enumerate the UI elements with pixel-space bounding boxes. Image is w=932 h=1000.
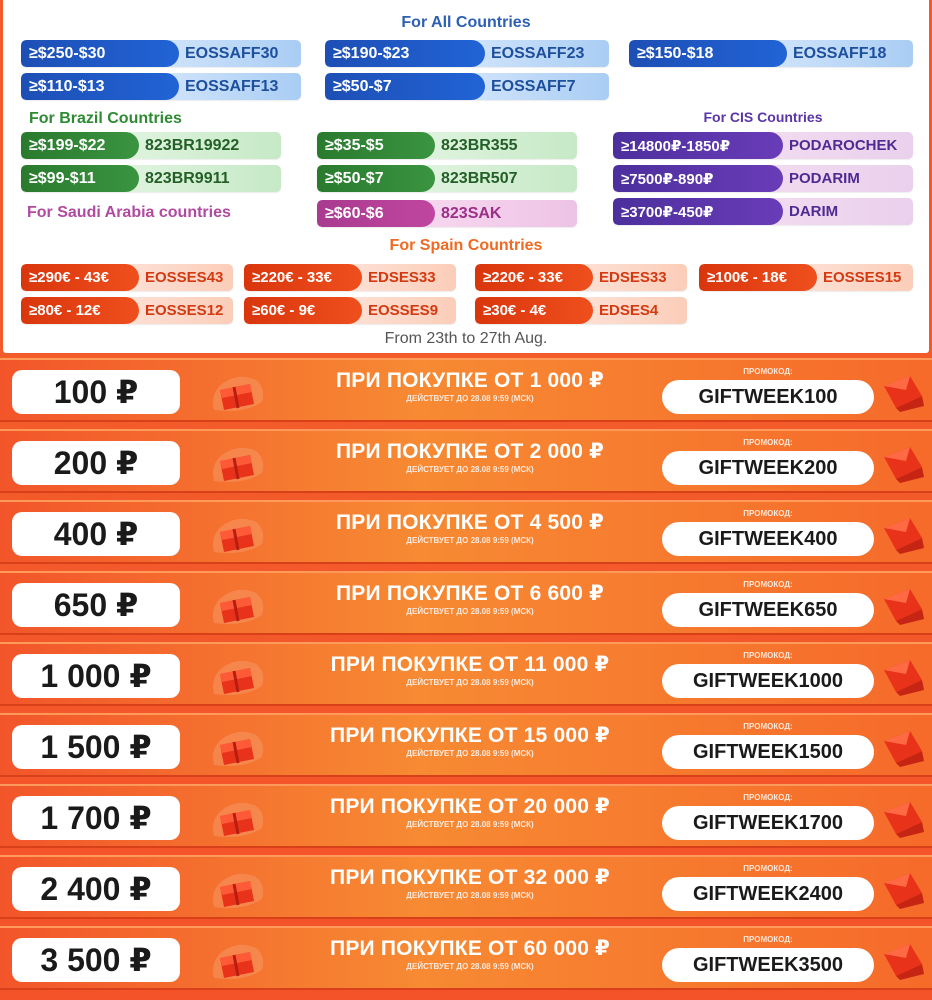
promo-label: ПРОМОКОД: — [743, 580, 793, 589]
gift-box-icon — [204, 441, 274, 487]
coupon-amount: ≥220€ - 33€ — [475, 264, 593, 291]
coupon-codes-card — [0, 0, 932, 356]
coupon-brazil-1[interactable] — [21, 132, 281, 159]
coupon-code: EOSSAFF23 — [473, 40, 609, 67]
coupon-spain-7[interactable] — [475, 297, 687, 324]
valid-until-text: ДЕЙСТВУЕТ ДО 28.08 9:59 (МСК) — [406, 962, 534, 971]
coupon-code: EOSSES43 — [127, 264, 233, 291]
all-countries-title: For All Countries — [401, 14, 531, 31]
coupon-all-5[interactable] — [325, 73, 609, 100]
promo-code[interactable]: GIFTWEEK400 — [662, 522, 874, 556]
condition-text: ПРИ ПОКУПКЕ ОТ 4 500 ₽ — [335, 511, 604, 534]
purchase-condition — [280, 652, 660, 687]
coupon-brazil-4[interactable] — [317, 165, 577, 192]
envelope-icon — [880, 869, 926, 911]
saudi-countries-title: For Saudi Arabia countries — [27, 204, 231, 221]
envelope-icon — [880, 727, 926, 769]
discount-amount: 100 ₽ — [12, 370, 180, 414]
coupon-brazil-2[interactable] — [317, 132, 577, 159]
coupon-amount: ≥14800₽-1850₽ — [613, 132, 783, 159]
envelope-icon — [880, 372, 926, 414]
valid-until-text: ДЕЙСТВУЕТ ДО 28.08 9:59 (МСК) — [406, 678, 534, 687]
coupon-amount: ≥7500₽-890₽ — [613, 165, 783, 192]
coupon-all-1[interactable] — [21, 40, 301, 67]
coupon-code: EDSES4 — [581, 297, 687, 324]
coupon-spain-5[interactable] — [21, 297, 233, 324]
coupon-spain-1[interactable] — [21, 264, 233, 291]
gift-box-icon — [204, 370, 274, 416]
condition-text: ПРИ ПОКУПКЕ ОТ 60 000 ₽ — [330, 937, 610, 960]
promo-banner-row-7[interactable] — [0, 784, 932, 848]
coupon-code: 823BR507 — [423, 165, 577, 192]
coupon-amount: ≥$150-$18 — [629, 40, 787, 67]
promo-label: ПРОМОКОД: — [743, 864, 793, 873]
coupon-code: 823BR9911 — [127, 165, 281, 192]
coupon-code: EOSSES9 — [350, 297, 456, 324]
gift-box-icon — [204, 583, 274, 629]
cis-countries-title: For CIS Countries — [703, 109, 823, 125]
gift-box-icon — [204, 938, 274, 984]
valid-until-text: ДЕЙСТВУЕТ ДО 28.08 9:59 (МСК) — [406, 820, 534, 829]
valid-until-text: ДЕЙСТВУЕТ ДО 28.08 9:59 (МСК) — [406, 394, 534, 403]
purchase-condition — [280, 936, 660, 971]
discount-amount: 2 400 ₽ — [12, 867, 180, 911]
gift-box-icon — [204, 867, 274, 913]
purchase-condition — [280, 510, 660, 545]
promo-code[interactable]: GIFTWEEK1000 — [662, 664, 874, 698]
coupon-spain-2[interactable] — [244, 264, 456, 291]
discount-amount: 200 ₽ — [12, 441, 180, 485]
gift-box-icon — [204, 512, 274, 558]
promo-banner-row-3[interactable] — [0, 500, 932, 564]
coupon-code: 823SAK — [423, 200, 577, 227]
coupon-amount: ≥$250-$30 — [21, 40, 179, 67]
condition-text: ПРИ ПОКУПКЕ ОТ 6 600 ₽ — [335, 582, 604, 605]
coupon-spain-3[interactable] — [475, 264, 687, 291]
purchase-condition — [280, 794, 660, 829]
coupon-amount: ≥30€ - 4€ — [475, 297, 593, 324]
coupon-code: 823BR19922 — [127, 132, 281, 159]
envelope-icon — [880, 940, 926, 982]
envelope-icon — [880, 443, 926, 485]
promo-code[interactable]: GIFTWEEK100 — [662, 380, 874, 414]
purchase-condition — [280, 723, 660, 758]
coupon-code: EOSSAFF7 — [473, 73, 609, 100]
valid-until-text: ДЕЙСТВУЕТ ДО 28.08 9:59 (МСК) — [406, 536, 534, 545]
promo-code[interactable]: GIFTWEEK1700 — [662, 806, 874, 840]
coupon-amount: ≥80€ - 12€ — [21, 297, 139, 324]
purchase-condition — [280, 368, 660, 403]
coupon-amount: ≥$110-$13 — [21, 73, 179, 100]
coupon-cis-3[interactable] — [613, 198, 913, 225]
valid-until-text: ДЕЙСТВУЕТ ДО 28.08 9:59 (МСК) — [406, 465, 534, 474]
valid-until-text: ДЕЙСТВУЕТ ДО 28.08 9:59 (МСК) — [406, 607, 534, 616]
promo-code[interactable]: GIFTWEEK1500 — [662, 735, 874, 769]
promo-banner-row-4[interactable] — [0, 571, 932, 635]
coupon-amount: ≥$50-$7 — [325, 73, 485, 100]
coupon-amount: ≥220€ - 33€ — [244, 264, 362, 291]
promo-label: ПРОМОКОД: — [743, 722, 793, 731]
coupon-spain-6[interactable] — [244, 297, 456, 324]
coupon-amount: ≥$35-$5 — [317, 132, 435, 159]
coupon-amount: ≥$199-$22 — [21, 132, 139, 159]
promo-label: ПРОМОКОД: — [743, 935, 793, 944]
envelope-icon — [880, 585, 926, 627]
gift-box-icon — [204, 654, 274, 700]
condition-text: ПРИ ПОКУПКЕ ОТ 32 000 ₽ — [330, 866, 610, 889]
discount-amount: 1 500 ₽ — [12, 725, 180, 769]
coupon-spain-4[interactable] — [699, 264, 913, 291]
condition-text: ПРИ ПОКУПКЕ ОТ 2 000 ₽ — [335, 440, 604, 463]
promo-banner-row-8[interactable] — [0, 855, 932, 919]
coupon-code: EDSES33 — [581, 264, 687, 291]
purchase-condition — [280, 865, 660, 900]
condition-text: ПРИ ПОКУПКЕ ОТ 1 000 ₽ — [335, 369, 604, 392]
condition-text: ПРИ ПОКУПКЕ ОТ 20 000 ₽ — [330, 795, 610, 818]
coupon-brazil-3[interactable] — [21, 165, 281, 192]
promo-label: ПРОМОКОД: — [743, 509, 793, 518]
discount-amount: 1 700 ₽ — [12, 796, 180, 840]
coupon-all-4[interactable] — [21, 73, 301, 100]
promo-code[interactable]: GIFTWEEK3500 — [662, 948, 874, 982]
validity-dates: From 23th to 27th Aug. — [384, 330, 548, 347]
coupon-code: EOSSAFF13 — [167, 73, 301, 100]
condition-text: ПРИ ПОКУПКЕ ОТ 15 000 ₽ — [330, 724, 610, 747]
promo-label: ПРОМОКОД: — [743, 793, 793, 802]
coupon-cis-2[interactable] — [613, 165, 913, 192]
envelope-icon — [880, 656, 926, 698]
promo-banner-row-5[interactable] — [0, 642, 932, 706]
coupon-code: EOSSES15 — [805, 264, 913, 291]
coupon-amount: ≥$60-$6 — [317, 200, 435, 227]
brazil-countries-title: For Brazil Countries — [29, 110, 182, 127]
coupon-code: PODARIM — [771, 165, 913, 192]
envelope-icon — [880, 798, 926, 840]
coupon-amount: ≥3700₽-450₽ — [613, 198, 783, 225]
purchase-condition — [280, 581, 660, 616]
coupon-amount: ≥290€ - 43€ — [21, 264, 139, 291]
discount-amount: 400 ₽ — [12, 512, 180, 556]
purchase-condition — [280, 439, 660, 474]
coupon-all-2[interactable] — [325, 40, 609, 67]
discount-amount: 650 ₽ — [12, 583, 180, 627]
promo-banner-row-1[interactable] — [0, 358, 932, 422]
gift-box-icon — [204, 796, 274, 842]
coupon-cis-1[interactable] — [613, 132, 913, 159]
promo-code[interactable]: GIFTWEEK650 — [662, 593, 874, 627]
coupon-amount: ≥60€ - 9€ — [244, 297, 362, 324]
coupon-amount: ≥$50-$7 — [317, 165, 435, 192]
coupon-code: EOSSAFF18 — [775, 40, 913, 67]
promo-code[interactable]: GIFTWEEK2400 — [662, 877, 874, 911]
coupon-saudi-1[interactable] — [317, 200, 577, 227]
valid-until-text: ДЕЙСТВУЕТ ДО 28.08 9:59 (МСК) — [406, 749, 534, 758]
coupon-code: DARIM — [771, 198, 913, 225]
promo-banner-row-6[interactable] — [0, 713, 932, 777]
promo-banner-row-9[interactable] — [0, 926, 932, 990]
promo-label: ПРОМОКОД: — [743, 438, 793, 447]
promo-label: ПРОМОКОД: — [743, 651, 793, 660]
discount-amount: 1 000 ₽ — [12, 654, 180, 698]
promo-code[interactable]: GIFTWEEK200 — [662, 451, 874, 485]
coupon-amount: ≥$190-$23 — [325, 40, 485, 67]
coupon-code: 823BR355 — [423, 132, 577, 159]
coupon-code: EDSES33 — [350, 264, 456, 291]
coupon-code: PODAROCHEK — [771, 132, 913, 159]
coupon-all-3[interactable] — [629, 40, 913, 67]
coupon-amount: ≥100€ - 18€ — [699, 264, 817, 291]
coupon-code: EOSSES12 — [127, 297, 233, 324]
coupon-code: EOSSAFF30 — [167, 40, 301, 67]
coupon-amount: ≥$99-$11 — [21, 165, 139, 192]
gift-box-icon — [204, 725, 274, 771]
envelope-icon — [880, 514, 926, 556]
condition-text: ПРИ ПОКУПКЕ ОТ 11 000 ₽ — [330, 653, 610, 676]
promo-banner-row-2[interactable] — [0, 429, 932, 493]
valid-until-text: ДЕЙСТВУЕТ ДО 28.08 9:59 (МСК) — [406, 891, 534, 900]
promo-label: ПРОМОКОД: — [743, 367, 793, 376]
spain-countries-title: For Spain Countries — [389, 237, 543, 254]
discount-amount: 3 500 ₽ — [12, 938, 180, 982]
